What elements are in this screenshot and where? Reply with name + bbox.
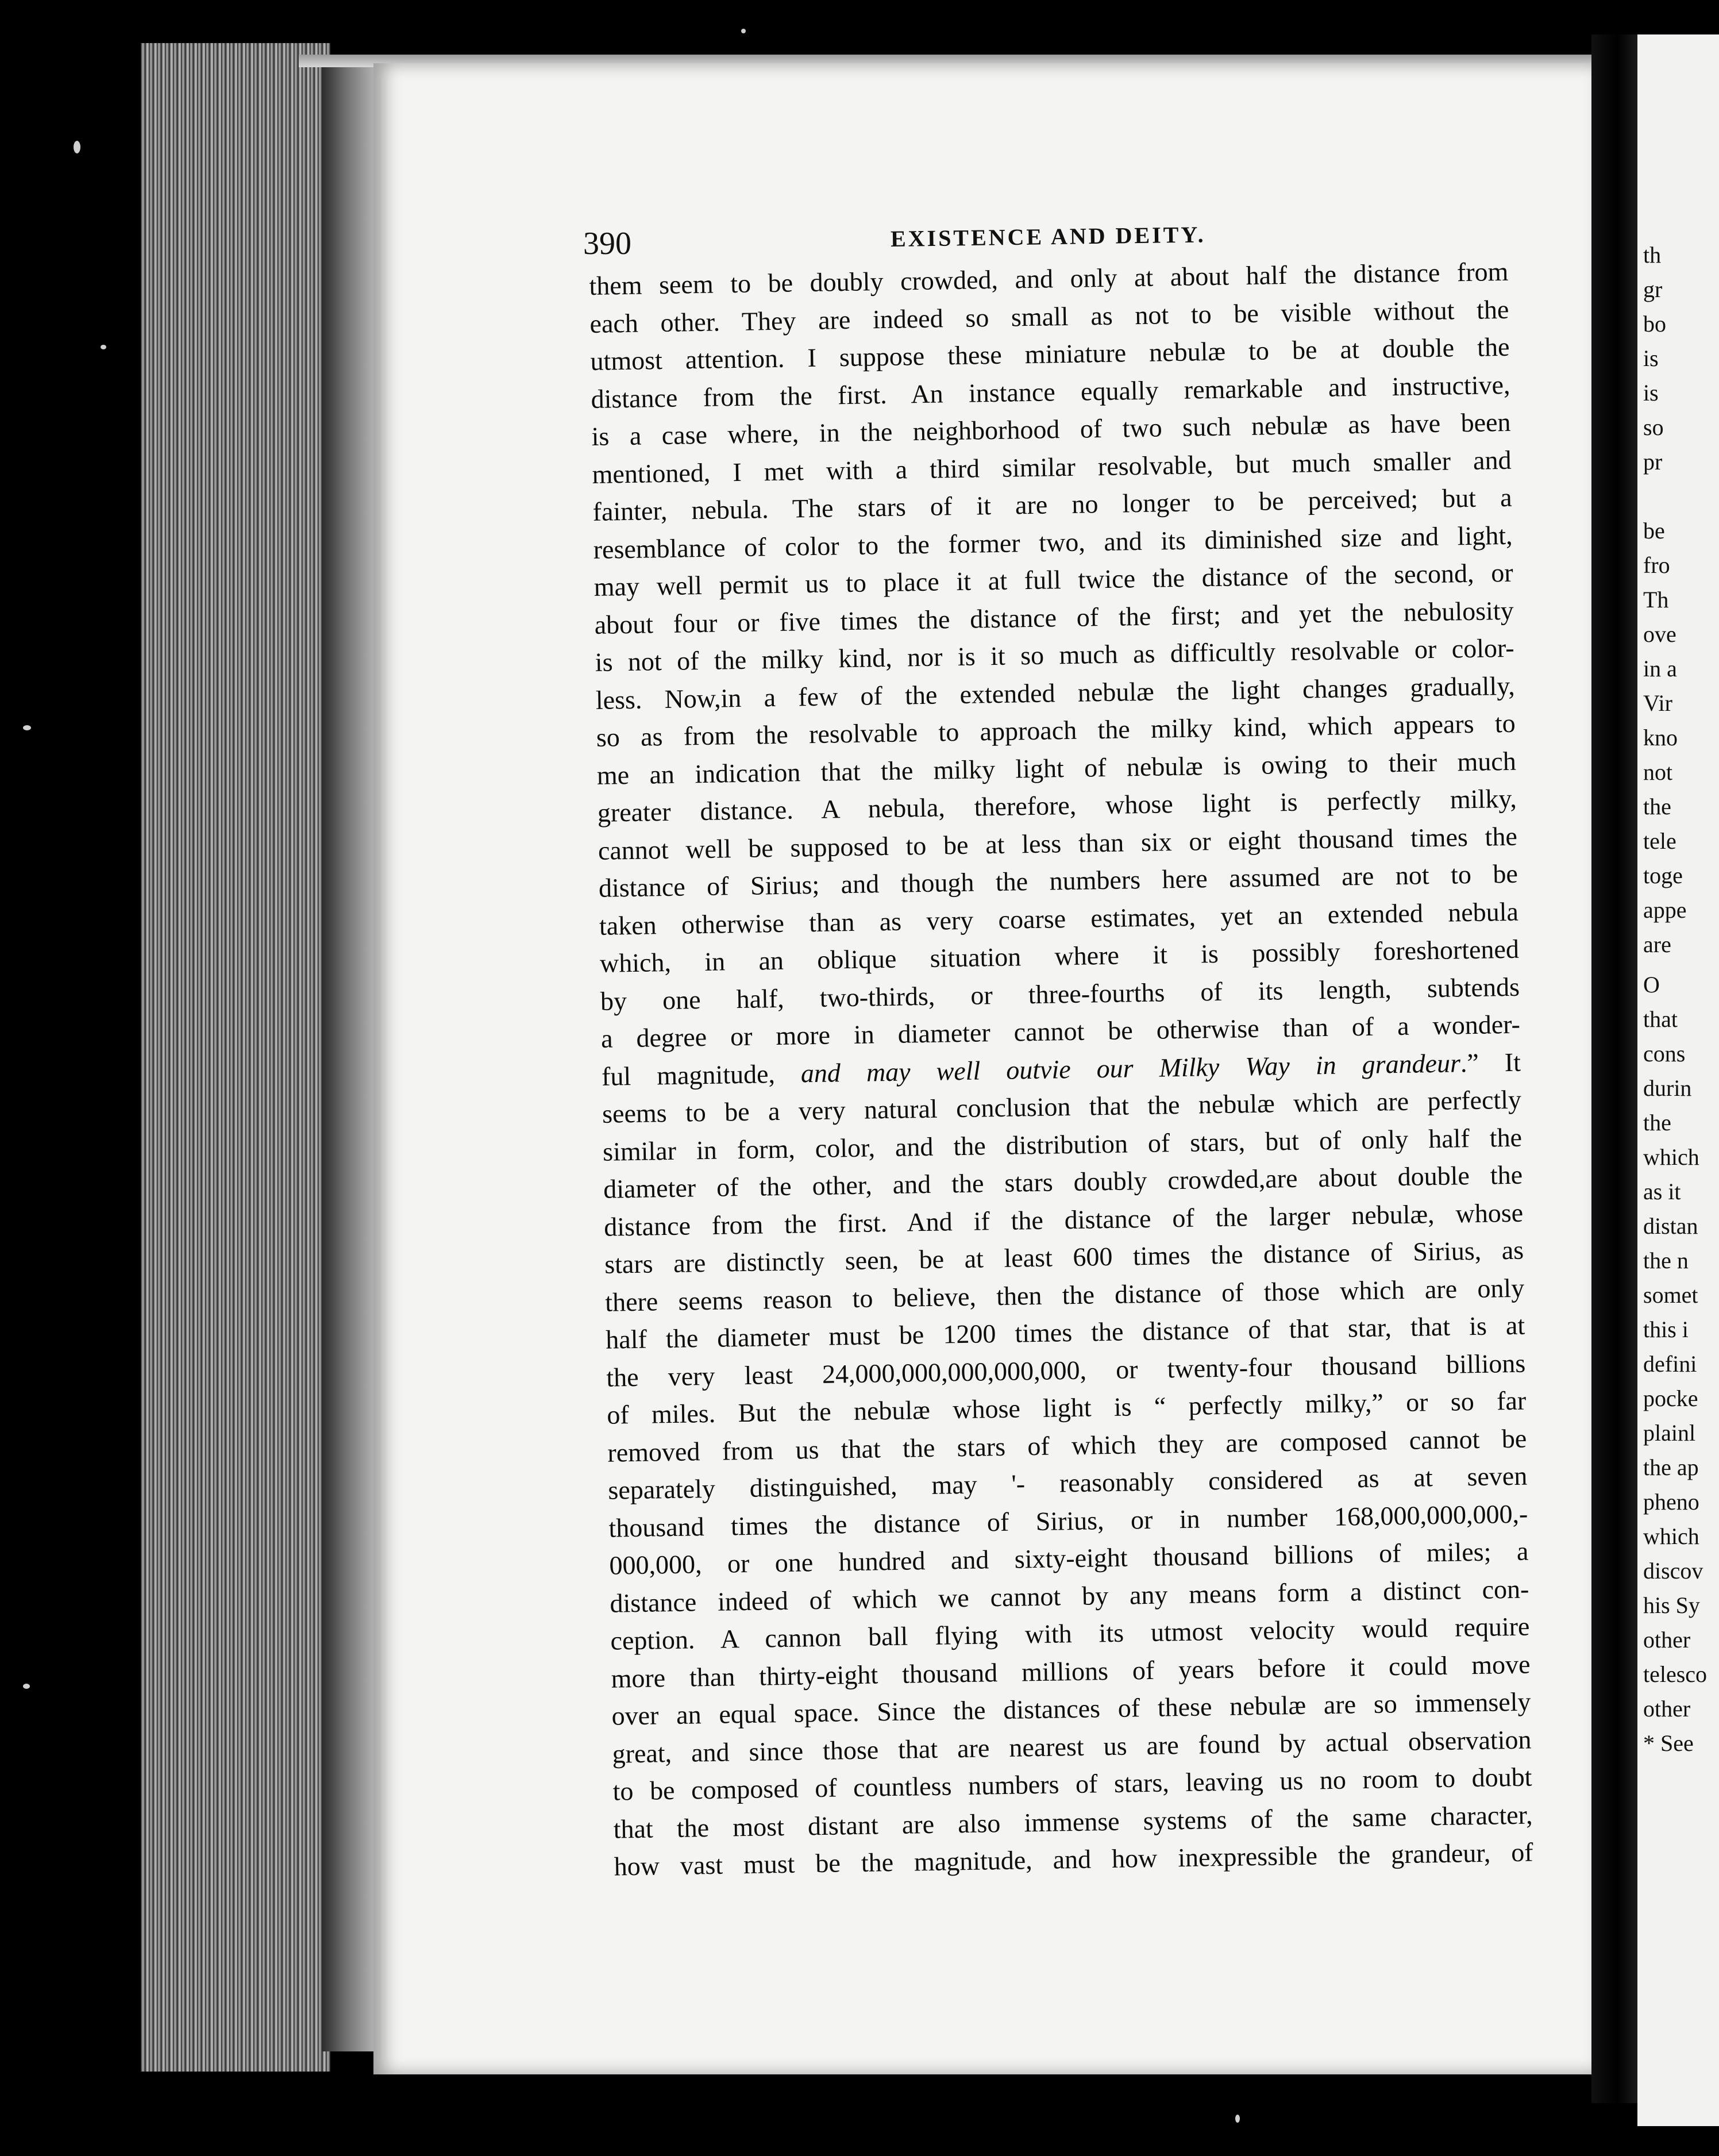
text-line: separately distinguished, may '- reasonably considered as at seven [608, 1461, 1528, 1505]
facing-page-fragment: so [1643, 414, 1664, 440]
facing-page-fragment: ove [1643, 621, 1676, 647]
text-line: taken otherwise than as very coarse estimates, yet an extended nebula [599, 896, 1519, 941]
facing-page-fragment: his Sy [1643, 1592, 1700, 1618]
text-line: seems to be a very natural conclusion that the nebulæ which are perfectly [602, 1084, 1522, 1129]
page-number: 390 [583, 226, 631, 261]
text-line: more than thirty-eight thousand millions of years before it could move [611, 1649, 1531, 1693]
facing-page-fragment: * See [1643, 1730, 1694, 1756]
text-line: ception. A cannon ball flying with its utmost velocity would require [610, 1611, 1530, 1656]
facing-page-fragment: telesco [1643, 1661, 1708, 1687]
facing-page-fragment: other [1643, 1627, 1691, 1653]
facing-page-fragment: the n [1643, 1248, 1689, 1273]
text-line: utmost attention. I suppose these miniature nebulæ to be at double the [590, 332, 1510, 376]
facing-page-fragment: somet [1643, 1282, 1698, 1308]
facing-page-fragment: Vir [1643, 690, 1672, 716]
text-line: removed from us that the stars of which they are composed cannot be [607, 1423, 1527, 1468]
facing-page-fragment: the [1643, 794, 1671, 819]
facing-page-fragment: distan [1643, 1213, 1698, 1239]
text-line: over an equal space. Since the distances of these nebulæ are so immensely [611, 1687, 1531, 1731]
dust-speck [74, 141, 80, 153]
facing-page-fragment: plainl [1643, 1420, 1696, 1446]
text-line: is a case where, in the neighborhood of two such nebulæ as have been [591, 407, 1511, 451]
text-line: distance indeed of which we cannot by any means form a distinct con- [610, 1574, 1529, 1618]
facing-page-fragment: the [1643, 1110, 1671, 1135]
body-text [589, 253, 1533, 1885]
text-line: me an indication that the milky light of nebulæ is owing to their much [596, 746, 1517, 790]
facing-page-fragment: pr [1643, 449, 1663, 475]
dust-speck [101, 345, 106, 349]
facing-page-fragment: are [1643, 931, 1671, 957]
facing-page [1637, 34, 1719, 2126]
book-gutter [1591, 34, 1643, 2103]
facing-page-fragment: the ap [1643, 1454, 1699, 1480]
facing-page-fragment: be [1643, 518, 1665, 544]
facing-page-fragment: as it [1643, 1179, 1681, 1204]
facing-page-fragment: other [1643, 1696, 1691, 1722]
dust-speck [23, 725, 31, 730]
facing-page-fragment: pocke [1643, 1385, 1698, 1411]
facing-page-fragment: not [1643, 759, 1673, 785]
facing-page-fragment: appe [1643, 897, 1687, 923]
text-line: diameter of the other, and the stars doubly crowded,are about double the [603, 1160, 1523, 1204]
facing-page-fragment: th [1643, 242, 1662, 268]
facing-page-fragment: discov [1643, 1558, 1703, 1584]
text-line: which, in an oblique situation where it is possibly foreshortened [599, 934, 1520, 978]
facing-page-fragment: is [1643, 380, 1659, 406]
text-line: of miles. But the nebulæ whose light is “ perfectly milky,” or so far [606, 1385, 1527, 1430]
text-line: there seems reason to believe, then the distance of those which are only [604, 1273, 1525, 1317]
text-line: stars are distinctly seen, be at least 600 times the distance of Sirius, as [604, 1235, 1524, 1279]
facing-page-fragment: Th [1643, 587, 1669, 613]
facing-page-fragment: durin [1643, 1075, 1692, 1101]
facing-page-fragment: O [1643, 972, 1660, 998]
dust-speck [741, 29, 746, 33]
text-line: each other. They are indeed so small as not to be visible without the [589, 294, 1509, 338]
dust-speck [23, 1684, 30, 1689]
text-line: distance from the first. And if the distance of the larger nebulæ, whose [603, 1198, 1524, 1242]
text-line: less. Now,in a few of the extended nebulæ the light changes gradually, [595, 671, 1516, 715]
text-line: fainter, nebula. The stars of it are no longer to be perceived; but a [592, 482, 1512, 526]
facing-page-fragment: kno [1643, 725, 1678, 750]
page-edges-shadow [322, 63, 379, 2051]
text-line: may well permit us to place it at full twice the distance of the second, or [593, 557, 1513, 602]
text-line: half the diameter must be 1200 times the distance of that star, that is at [605, 1310, 1525, 1354]
text-line: that the most distant are also immense systems of the same character, [613, 1800, 1533, 1844]
facing-page-fragment: tele [1643, 828, 1676, 854]
facing-page-fragment: cons [1643, 1041, 1686, 1067]
facing-page-fragment: in a [1643, 656, 1677, 682]
text-line: cannot well be supposed to be at less than six or eight thousand times the [598, 821, 1518, 865]
facing-page-fragment: toge [1643, 863, 1683, 888]
facing-page-fragment: gr [1643, 276, 1663, 302]
facing-page-fragment: pheno [1643, 1489, 1699, 1515]
body-lines-rest [602, 1081, 1533, 1885]
text-line: the very least 24,000,000,000,000,000, or twenty-four thousand billions [606, 1348, 1526, 1392]
facing-page-fragment: is [1643, 345, 1659, 371]
text-line: distance of Sirius; and though the numbers here assumed are not to be [598, 858, 1518, 903]
facing-page-fragment: defini [1643, 1351, 1697, 1377]
facing-page-fragment: fro [1643, 552, 1670, 578]
body-lines-first [589, 253, 1520, 1057]
text-line: how vast must be the magnitude, and how inexpressible the grandeur, of [614, 1837, 1533, 1881]
dust-speck [1235, 2115, 1240, 2123]
text-line: thousand times the distance of Sirius, or in number 168,000,000,000,- [608, 1499, 1528, 1543]
text-line: great, and since those that are nearest us are found by actual observation [612, 1724, 1532, 1769]
italic-phrase: and may well outvie our Milky Way in grandeur [800, 1048, 1461, 1088]
running-title: EXISTENCE AND DEITY. [890, 221, 1206, 252]
text-fragment: .” It [1460, 1047, 1521, 1077]
page-edges [141, 43, 330, 2072]
facing-page-fragment: this i [1643, 1316, 1689, 1342]
text-line: resemblance of color to the former two, and its diminished size and light, [593, 520, 1513, 564]
text-fragment: ful magnitude, [601, 1058, 801, 1091]
text-line: distance from the first. An instance equally remarkable and instructive, [591, 369, 1510, 414]
text-line: by one half, two-thirds, or three-fourths of its length, subtends [600, 972, 1520, 1016]
facing-page-fragment: which [1643, 1144, 1699, 1170]
text-line: so as from the resolvable to approach the milky kind, which appears to [596, 708, 1516, 752]
text-line: about four or five times the distance of the first; and yet the nebulosity [594, 595, 1514, 640]
text-line: is not of the milky kind, nor is it so much as difficultly resolvable or color- [595, 633, 1515, 677]
text-line: mentioned, I met with a third similar resolvable, but much smaller and [592, 445, 1512, 489]
text-line: a degree or more in diameter cannot be otherwise than of a wonder- [600, 1009, 1521, 1053]
facing-page-fragment: bo [1643, 311, 1666, 337]
text-line: 000,000, or one hundred and sixty-eight thousand billions of miles; a [609, 1536, 1529, 1580]
facing-page-fragment: which [1643, 1523, 1699, 1549]
text-line: greater distance. A nebula, therefore, whose light is perfectly milky, [597, 783, 1517, 827]
text-line: them seem to be doubly crowded, and only at about half the distance from [589, 256, 1509, 301]
text-line: to be composed of countless numbers of stars, leaving us no room to doubt [612, 1762, 1532, 1806]
facing-page-fragment: that [1643, 1006, 1678, 1032]
text-line: similar in form, color, and the distribution of stars, but of only half the [602, 1122, 1523, 1166]
